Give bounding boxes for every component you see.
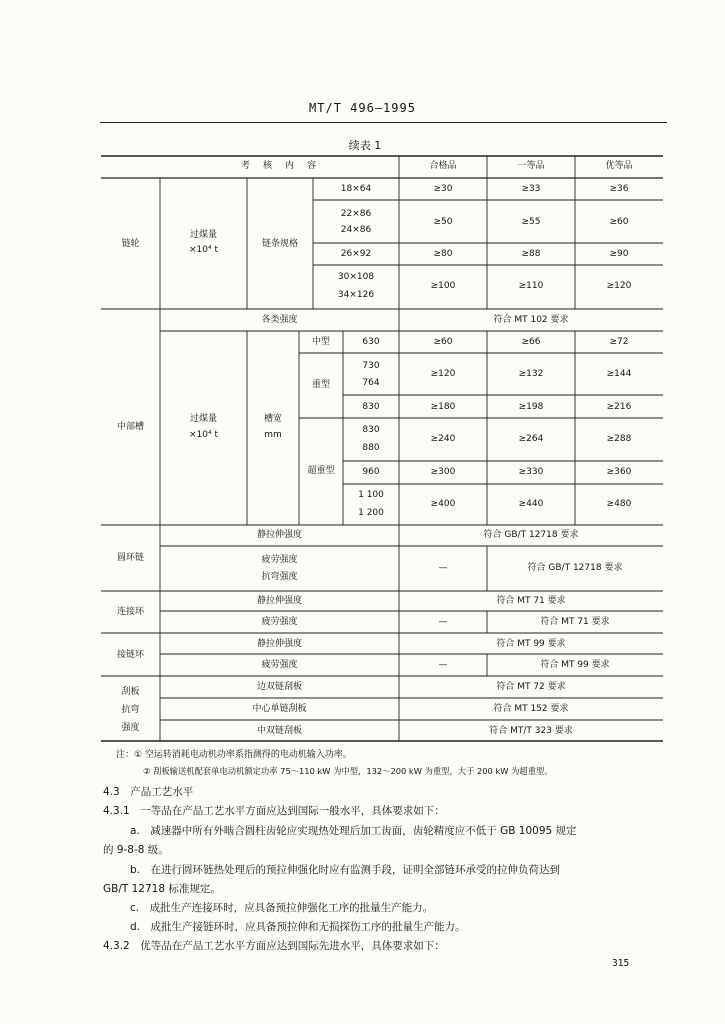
sprocket-spec-label: 链条规格 (261, 239, 298, 249)
paragraph-4-3-2: 4.3.2 优等品在产品工艺水平方面应达到国际先进水平，具体要求如下： (103, 940, 445, 952)
round-chain-static-req: 符合 GB/T 12718 要求 (483, 530, 579, 540)
sprocket-value: ≥80 (433, 249, 453, 259)
trough-value: ≥480 (606, 499, 632, 509)
sprocket-qty-unit: ×10⁴ t (189, 245, 218, 255)
trough-value: ≥120 (430, 369, 456, 379)
scraper-req: 符合 MT 72 要求 (496, 682, 566, 692)
trough-value: ≥198 (518, 402, 544, 412)
sprocket-spec: 34×126 (337, 290, 375, 300)
trough-type-super: 超重型 (307, 466, 335, 476)
header-first-class: 一等品 (517, 161, 545, 171)
trough-label: 中部槽 (116, 422, 144, 432)
table-note-2: ② 刮板输送机配套单电动机额定功率 75～110 kW 为中型，132～200 kW 为重型，大于 200 kW 为超重型。 (143, 766, 553, 776)
section-heading-4-3: 4.3 产品工艺水平 (103, 786, 194, 798)
link-static: 静拉伸强度 (256, 639, 302, 649)
trough-value: ≥60 (433, 337, 453, 347)
item-c: c. 成批生产连接环时，应具备预拉伸强化工序的批量生产能力。 (130, 902, 434, 914)
trough-width-label: 槽宽 (263, 414, 282, 424)
page-header: MT/T 496—1995 (309, 101, 416, 115)
trough-value: ≥216 (606, 402, 632, 412)
trough-width: 730 (362, 361, 380, 371)
sprocket-spec: 24×86 (340, 225, 372, 235)
trough-value: ≥240 (430, 434, 456, 444)
scraper-label: 刮板 (121, 687, 140, 697)
scraper-label: 抗弯 (121, 705, 140, 715)
trough-width: 1 100 (358, 490, 384, 500)
trough-width: 630 (362, 337, 380, 347)
trough-value: ≥440 (518, 499, 544, 509)
trough-qty-unit: ×10⁴ t (189, 430, 218, 440)
page-number: 315 (612, 958, 630, 969)
sprocket-strength-req: 符合 MT 102 要求 (493, 315, 569, 325)
header-superior: 优等品 (605, 161, 633, 171)
trough-type-mid: 中型 (311, 337, 330, 347)
sprocket-value: ≥110 (518, 281, 544, 291)
scraper-name: 中双链刮板 (256, 726, 302, 736)
round-chain-fatigue-req: 符合 GB/T 12718 要求 (527, 563, 623, 573)
sprocket-spec: 22×86 (340, 209, 372, 219)
trough-width: 880 (362, 443, 380, 453)
sprocket-value: ≥90 (609, 249, 629, 259)
connector-fatigue: 疲劳强度 (261, 617, 298, 627)
sprocket-spec: 30×108 (337, 272, 375, 282)
link-fatigue-req: 符合 MT 99 要求 (540, 660, 610, 670)
round-chain-dash: — (438, 563, 448, 573)
sprocket-value: ≥88 (521, 249, 541, 259)
scraper-name: 边双链刮板 (256, 682, 302, 692)
trough-value: ≥400 (430, 499, 456, 509)
sprocket-value: ≥33 (521, 184, 541, 194)
trough-value: ≥144 (606, 369, 632, 379)
scraper-req: 符合 MT/T 323 要求 (489, 726, 573, 736)
connector-static: 静拉伸强度 (256, 596, 302, 606)
link-fatigue: 疲劳强度 (261, 660, 298, 670)
sprocket-qty-label: 过煤量 (189, 230, 217, 240)
scraper-req: 符合 MT 152 要求 (493, 704, 569, 714)
trough-width: 960 (362, 467, 380, 477)
trough-width: 830 (362, 425, 380, 435)
sprocket-value: ≥120 (606, 281, 632, 291)
trough-value: ≥72 (609, 337, 629, 347)
sprocket-value: ≥60 (609, 217, 629, 227)
connector-label: 连接环 (116, 607, 144, 617)
sprocket-value: ≥55 (521, 217, 541, 227)
connector-dash: — (438, 617, 448, 627)
link-static-req: 符合 MT 99 要求 (496, 639, 566, 649)
trough-value: ≥330 (518, 467, 544, 477)
header-content: 考 核 内 容 (240, 161, 318, 171)
table-note-1: 注：① 空运转消耗电动机功率系指测得的电动机输入功率。 (116, 750, 352, 760)
table-caption: 续表 1 (348, 139, 382, 152)
trough-value: ≥66 (521, 337, 541, 347)
trough-qty-label: 过煤量 (189, 414, 217, 424)
round-chain-impact: 抗弯强度 (261, 572, 298, 582)
sprocket-spec: 26×92 (340, 249, 372, 259)
trough-width-unit: mm (264, 430, 282, 440)
item-b-line1: b. 在进行圆环链热处理后的预拉伸强化时应有监测手段，证明全部链环承受的拉伸负荷达到 (130, 864, 561, 876)
item-a-line1: a. 减速器中所有外啮合圆柱齿轮应实现热处理后加工齿面，齿轮精度应不低于 GB 10095 规定 (130, 825, 577, 837)
item-b-line2: GB/T 12718 标准规定。 (103, 883, 221, 895)
trough-value: ≥132 (518, 369, 544, 379)
round-chain-static: 静拉伸强度 (256, 530, 302, 540)
item-a-line2: 的 9-8-8 级。 (103, 844, 169, 856)
trough-width: 1 200 (358, 508, 384, 518)
link-dash: — (438, 660, 448, 670)
trough-value: ≥360 (606, 467, 632, 477)
scraper-label: 强度 (121, 723, 140, 733)
trough-value: ≥288 (606, 434, 632, 444)
trough-value: ≥180 (430, 402, 456, 412)
trough-type-heavy: 重型 (311, 380, 330, 390)
sprocket-label: 链轮 (121, 239, 140, 249)
trough-value: ≥300 (430, 467, 456, 477)
paragraph-4-3-1: 4.3.1 一等品在产品工艺水平方面应达到国际一般水平，具体要求如下： (103, 805, 445, 817)
sprocket-strength-label: 各类强度 (261, 315, 298, 325)
round-chain-label: 圆环链 (116, 553, 144, 563)
scraper-name: 中心单链刮板 (252, 704, 307, 714)
header-qualified: 合格品 (429, 161, 457, 171)
link-label: 接链环 (116, 650, 144, 660)
item-d: d. 成批生产接链环时，应具备预拉伸和无损探伤工序的批量生产能力。 (130, 921, 466, 933)
sprocket-value: ≥30 (433, 184, 453, 194)
sprocket-value: ≥100 (430, 281, 456, 291)
sprocket-value: ≥50 (433, 217, 453, 227)
trough-value: ≥264 (518, 434, 544, 444)
connector-static-req: 符合 MT 71 要求 (496, 596, 566, 606)
sprocket-spec: 18×64 (340, 184, 372, 194)
round-chain-fatigue: 疲劳强度 (261, 555, 298, 565)
trough-width: 830 (362, 402, 380, 412)
connector-fatigue-req: 符合 MT 71 要求 (540, 617, 610, 627)
trough-width: 764 (362, 378, 380, 388)
sprocket-value: ≥36 (609, 184, 629, 194)
